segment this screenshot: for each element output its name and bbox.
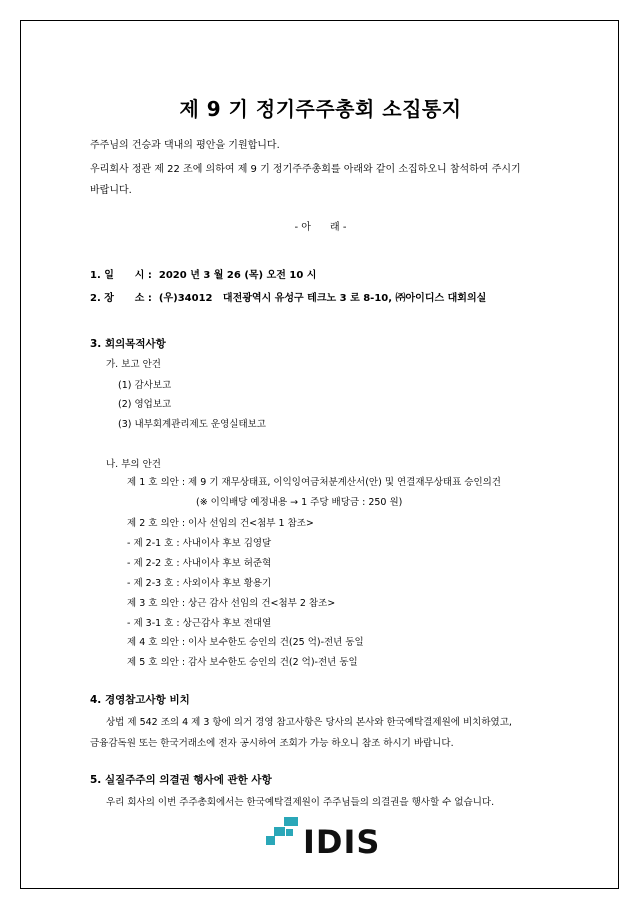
meeting-place: 2. 장 소 : (우)34012 대전광역시 유성구 테크노 3 로 8-10, ㈜아이디스 대회의실	[90, 293, 487, 304]
resolution-1: 제 1 호 의안 : 제 9 기 재무상태표, 이익잉여금처분계산서(안) 및 연결재무상태표 승인의건	[127, 477, 501, 488]
logo-text: IDIS	[303, 823, 381, 861]
report-item-3: (3) 내부회계관리제도 운영실태보고	[118, 419, 266, 430]
meeting-date: 1. 일 시 : 2020 년 3 월 26 (목) 오전 10 시	[90, 270, 317, 281]
section3-heading: 3. 회의목적사항	[90, 338, 166, 350]
separator: - 아 래 -	[294, 222, 347, 233]
resolution-2-1: - 제 2-1 호 : 사내이사 후보 김영달	[127, 538, 272, 549]
resolution-heading: 나. 부의 안건	[106, 459, 161, 470]
section4-line-1: 상법 제 542 조의 4 제 3 항에 의거 경영 참고사항은 당사의 본사와 한국예탁결제원에 비치하였고,	[106, 717, 512, 728]
resolution-2: 제 2 호 의안 : 이사 선임의 건<첨부 1 참조>	[127, 518, 314, 529]
report-heading: 가. 보고 안건	[106, 359, 161, 370]
resolution-4: 제 4 호 의안 : 이사 보수한도 승인의 건(25 억)-전년 동일	[127, 637, 364, 648]
section4-line-2: 금융감독원 또는 한국거래소에 전자 공시하여 조회가 가능 하오니 참조 하시기 바랍니다.	[90, 738, 454, 749]
resolution-3-1: - 제 3-1 호 : 상근감사 후보 전대열	[127, 618, 272, 629]
resolution-1-note: (※ 이익배당 예정내용 → 1 주당 배당금 : 250 원)	[196, 497, 403, 508]
intro-line-2: 우리회사 정관 제 22 조에 의하여 제 9 기 정기주주총회를 아래와 같이 소집하오니 참석하여 주시기	[90, 164, 521, 175]
report-item-1: (1) 감사보고	[118, 380, 172, 391]
report-item-2: (2) 영업보고	[118, 399, 172, 410]
resolution-2-2: - 제 2-2 호 : 사내이사 후보 허준혁	[127, 558, 272, 569]
resolution-3: 제 3 호 의안 : 상근 감사 선임의 건<첨부 2 참조>	[127, 598, 336, 609]
section5-heading: 5. 실질주주의 의결권 행사에 관한 사항	[90, 774, 272, 786]
resolution-2-3: - 제 2-3 호 : 사외이사 후보 황용기	[127, 578, 272, 589]
intro-line-1: 주주님의 건승과 댁내의 평안을 기원합니다.	[90, 140, 280, 151]
intro-line-3: 바랍니다.	[90, 185, 132, 196]
idis-logo	[266, 817, 381, 865]
resolution-5: 제 5 호 의안 : 감사 보수한도 승인의 건(2 억)-전년 동일	[127, 657, 358, 668]
idis-logo-icon	[266, 817, 300, 857]
page-title: 제 9 기 정기주주총회 소집통지	[179, 97, 462, 121]
section4-heading: 4. 경영참고사항 비치	[90, 694, 190, 706]
section5-line: 우리 회사의 이번 주주총회에서는 한국예탁결제원이 주주님들의 의결권을 행사할 수 없습니다.	[106, 797, 495, 808]
